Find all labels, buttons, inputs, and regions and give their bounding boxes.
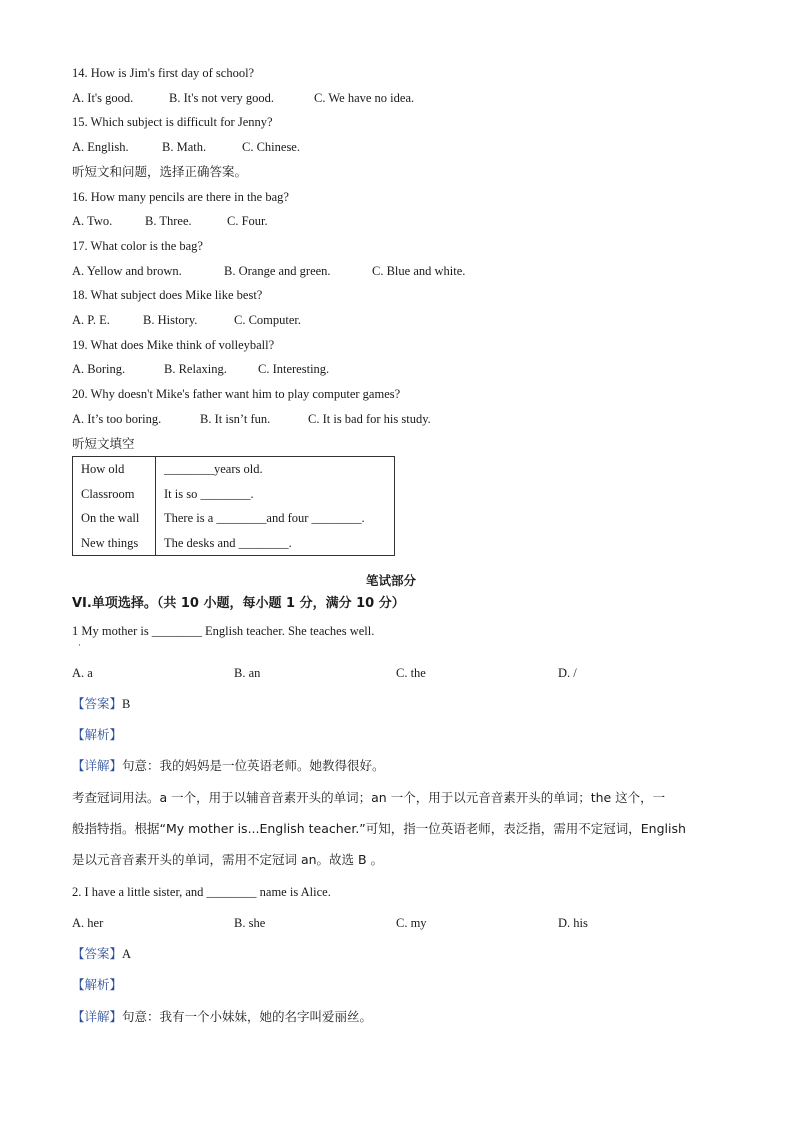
- q1-explanation-line-2: 般指特指。根据“My mother is...English teacher.”可知，指一位英语老师，表泛指，需用不定冠词，English: [72, 821, 686, 836]
- question-16: 16. How many pencils are there in the bag?: [72, 190, 289, 204]
- q2-option-b: B. she: [234, 916, 266, 930]
- q20-option-a: A. It’s too boring.: [72, 412, 162, 426]
- detail-label: 【详解】: [72, 758, 123, 773]
- q18-option-b: B. History.: [143, 313, 198, 327]
- q1-number-dot: ·: [78, 640, 81, 650]
- q17-option-c: C. Blue and white.: [372, 264, 466, 278]
- q1-option-d: D. /: [558, 666, 577, 680]
- answer-label: 【答案】: [72, 696, 123, 711]
- q14-option-a: A. It's good.: [72, 91, 134, 105]
- q15-option-b: B. Math.: [162, 140, 207, 154]
- written-part-title: 笔试部分: [366, 573, 417, 588]
- question-17: 17. What color is the bag?: [72, 239, 203, 253]
- table-label-column: [73, 457, 156, 556]
- answer-label: 【答案】: [72, 946, 123, 961]
- q20-option-b: B. It isn’t fun.: [200, 412, 271, 426]
- question-20: 20. Why doesn't Mike's father want him to play computer games?: [72, 387, 401, 401]
- table-label: How old: [81, 462, 125, 476]
- table-value: There is a ________and four ________.: [164, 511, 365, 525]
- q2-answer: [72, 946, 131, 962]
- q2-option-c: C. my: [396, 916, 427, 930]
- question-2: 2. I have a little sister, and ________ name is Alice.: [72, 885, 331, 899]
- answer-value: A: [122, 947, 132, 961]
- question-1: 1 My mother is ________ English teacher. She teaches well.: [72, 624, 375, 638]
- q1-detail: [72, 758, 385, 774]
- q14-option-b: B. It's not very good.: [169, 91, 275, 105]
- q17-option-a: A. Yellow and brown.: [72, 264, 182, 278]
- table-value: ________years old.: [164, 462, 263, 476]
- q14-option-c: C. We have no idea.: [314, 91, 415, 105]
- q19-option-c: C. Interesting.: [258, 362, 330, 376]
- q18-option-a: A. P. E.: [72, 313, 110, 327]
- q15-option-c: C. Chinese.: [242, 140, 300, 154]
- answer-value: B: [122, 697, 131, 711]
- q1-option-a: A. a: [72, 666, 93, 680]
- detail-text: 句意：我有一个小妹妹，她的名字叫爱丽丝。: [122, 1009, 373, 1024]
- q16-option-c: C. Four.: [227, 214, 268, 228]
- q15-option-a: A. English.: [72, 140, 129, 154]
- q1-answer: [72, 696, 130, 712]
- table-value: The desks and ________.: [164, 535, 292, 550]
- q2-option-a: A. her: [72, 916, 104, 930]
- table-value: It is so ________.: [164, 486, 254, 501]
- table-value-column: [156, 457, 395, 556]
- q16-option-a: A. Two.: [72, 214, 113, 228]
- section-vi-heading: VI.单项选择。（共 10 小题，每小题 1 分，满分 10 分）: [72, 596, 405, 611]
- section-instruction-fill: 听短文填空: [72, 436, 135, 451]
- section-instruction-short: 听短文和问题，选择正确答案。: [72, 164, 248, 179]
- q1-option-b: B. an: [234, 666, 261, 680]
- question-14: 14. How is Jim's first day of school?: [72, 66, 255, 80]
- table-label: New things: [81, 535, 139, 550]
- q1-option-c: C. the: [396, 666, 426, 680]
- q17-option-b: B. Orange and green.: [224, 264, 331, 278]
- q2-option-d: D. his: [558, 916, 588, 930]
- detail-label: 【详解】: [72, 1009, 123, 1024]
- q1-explanation-line-1: 考查冠词用法。a 一个，用于以辅音音素开头的单词；an 一个，用于以元音音素开头的单词；the 这个，一: [72, 790, 666, 805]
- q2-detail: [72, 1009, 372, 1025]
- table-label: On the wall: [81, 511, 140, 525]
- table-label: Classroom: [81, 486, 135, 501]
- detail-text: 句意：我的妈妈是一位英语老师。她教得很好。: [122, 758, 385, 773]
- q2-analysis-label: 【解析】: [72, 977, 123, 992]
- q20-option-c: C. It is bad for his study.: [308, 412, 431, 426]
- question-19: 19. What does Mike think of volleyball?: [72, 338, 275, 352]
- q18-option-c: C. Computer.: [234, 313, 302, 327]
- q19-option-b: B. Relaxing.: [164, 362, 227, 376]
- question-15: 15. Which subject is difficult for Jenny?: [72, 115, 273, 129]
- q1-explanation-line-3: 是以元音音素开头的单词，需用不定冠词 an。故选 B 。: [72, 852, 384, 867]
- q16-option-b: B. Three.: [145, 214, 192, 228]
- q19-option-a: A. Boring.: [72, 362, 126, 376]
- question-18: 18. What subject does Mike like best?: [72, 288, 263, 302]
- q1-analysis-label: 【解析】: [72, 727, 123, 742]
- fill-in-table: [72, 456, 395, 556]
